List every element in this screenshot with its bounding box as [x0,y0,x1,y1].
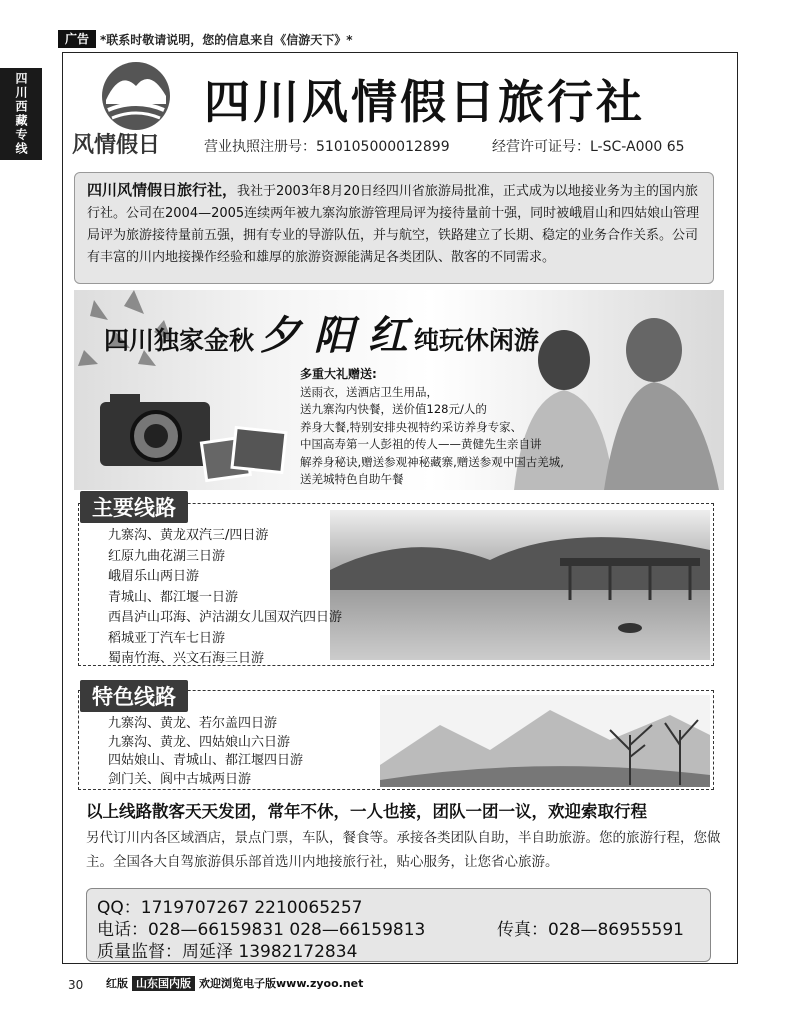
route-item: 稻城亚丁汽车七日游 [108,630,226,646]
qq-numbers: QQ：1719707267 2210065257 [97,898,363,918]
gift-line: 解养身秘诀,赠送参观神秘藏寨,赠送参观中国古羌城, [300,454,564,469]
fax-number: 传真：028—86955591 [497,920,684,940]
route-item: 九寨沟、黄龙、四姑娘山六日游 [108,734,291,750]
route-item: 九寨沟、黄龙、若尔盖四日游 [108,716,278,731]
agency-logo-icon [100,60,172,132]
route-item: 青城山、都江堰一日游 [108,589,239,605]
quality-supervisor: 质量监督：周延泽 13982172834 [97,942,358,962]
agency-title: 四川风情假日旅行社 [204,75,645,129]
edition-name: 山东国内版 [132,976,195,991]
route-item: 蜀南竹海、兴文石海三日游 [108,651,265,666]
ad-note: *联系时敬请说明，您的信息来自《信游天下》* [100,33,353,47]
gift-line: 送羌城特色自助午餐 [300,472,404,486]
main-routes-label: 主要线路 [80,491,188,523]
logo-script: 风情假日 [72,132,161,158]
operating-permit: 经营许可证号：L-SC-A000 65 [492,139,685,155]
edition-prefix: 红版 [106,977,128,990]
intro-box [74,172,714,284]
route-item: 九寨沟、黄龙双汽三/四日游 [108,528,269,543]
lake-photo [330,510,710,660]
route-item: 红原九曲花湖三日游 [108,548,226,564]
ad-tag: 广告 [58,30,96,48]
gift-line: 养身大餐,特别安排央视特约采访养身专家、 [300,419,523,434]
promo-title-right: 纯玩休闲游 [413,326,539,355]
route-item: 西昌泸山邛海、泸沽湖女儿国双汽四日游 [108,610,343,625]
mountain-photo [380,695,710,787]
route-item: 四姑娘山、青城山、都江堰四日游 [108,753,304,768]
promo-title-big: 夕 阳 红 [260,312,408,359]
gift-line: 送雨衣，送酒店卫生用品， [300,384,438,399]
phone-numbers: 电话：028—66159831 028—66159813 [97,920,426,940]
site-note: 欢迎浏览电子版www.zyoo.net [199,977,364,990]
gift-line: 中国高寿第一人彭祖的传人——黄健先生亲自讲 [300,437,542,451]
gift-list [300,366,564,489]
route-item: 峨眉乐山两日游 [108,569,200,584]
side-tab: 四川西藏专线 [0,68,42,160]
special-routes-list [108,715,303,789]
intro-text: 我社于2003年8月20日经四川省旅游局批准，正式成为以地接业务为主的国内旅行社。公司在2004—2005连续两年被九寨沟旅游管理局评为接待量前十强，同时被峨眉山和四姑娘山管理局评为旅游接待量前五强，拥有专业的导游队伍，并与航空，铁路建立了长期、稳定的业务合作关系。公司有丰富的川内地接操作经验和雄厚的旅游资源能满足各类团队、散客的不同需求。 [87,184,700,265]
page-number: 30 [68,978,84,992]
slogan: 以上线路散客天天发团，常年不休，一人也接，团队一团一议，欢迎索取行程 [86,802,647,821]
promo-title [104,304,539,361]
intro-agency-name: 四川风情假日旅行社， [87,181,238,199]
promo-title-left: 四川独家金秋 [104,326,255,355]
business-license: 营业执照注册号：510105000012899 [204,139,450,155]
footer [106,975,363,991]
route-item: 剑门关、阆中古城两日游 [108,771,252,787]
main-routes-list [108,526,342,670]
services-text: 另代订川内各区域酒店，景点门票，车队，餐食等。承接各类团队自助，半自助旅游。您的旅游行程，您做主。全国各大自驾旅游俱乐部首选川内地接旅行社，贴心服务，让您省心旅游。 [86,830,721,870]
gift-line: 送九寨沟内快餐，送价值128元/人的 [300,402,487,416]
special-routes-label: 特色线路 [80,680,188,712]
gift-heading: 多重大礼赠送: [300,367,377,381]
camera-icon [100,394,210,466]
contact-box [86,888,711,962]
